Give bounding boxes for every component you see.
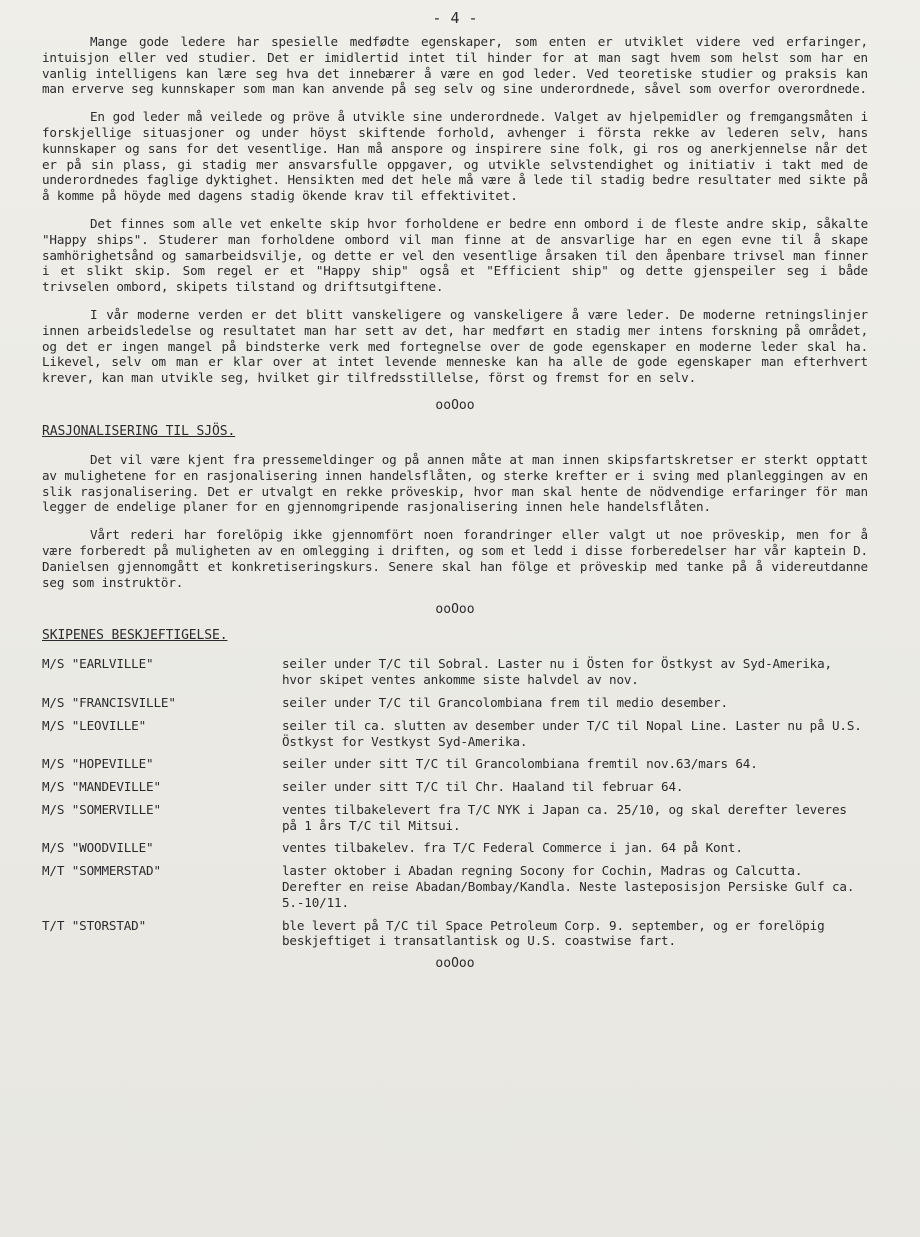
paragraph-leadership-1: Mange gode ledere har spesielle medfødte egenskaper, som enten er utviklet videre ved erfaringer, intuisjon eller ved studier. Det er imidlertid intet til hinder for at man sagt hvem som helst som har en vanlig intelligens kan lære seg hva det innebærer å være en god leder. Ved teoretiske studier og praksis kan man erverve seg kunnskaper som man kan anvende på seg selv og sine underordnede, såvel som overfor overordnede. bbox=[42, 34, 868, 97]
ship-name: T/T "STORSTAD" bbox=[42, 917, 147, 933]
ship-entry bbox=[42, 756, 868, 772]
ship-entry bbox=[42, 779, 868, 795]
ship-status: seiler under sitt T/C til Chr. Haaland til februar 64. bbox=[282, 779, 684, 795]
ship-name: M/S "HOPEVILLE" bbox=[42, 756, 154, 772]
section-separator: ooOoo bbox=[435, 602, 475, 618]
ship-entry bbox=[42, 918, 868, 950]
page-number: - 4 - bbox=[432, 9, 478, 27]
ship-entry bbox=[42, 695, 868, 711]
ship-status: seiler under sitt T/C til Grancolombiana fremtil nov.63/mars 64. bbox=[282, 756, 758, 772]
paragraph-leadership-3: Det finnes som alle vet enkelte skip hvor forholdene er bedre enn ombord i de fleste andre skip, såkalte "Happy ships". Studerer man forholdene ombord vil man finne at de ansvarlige har en egen evne til å skape samhörighetsånd og samarbeidsvilje, og dette er vel den vesentlige årsaken til den åpenbare trivsel man finner i et slikt skip. Som regel er et "Happy ship" også et "Efficient ship" og dette gjenspeiler seg i både trivselen ombord, skipets tilstand og driftsutgiftene. bbox=[42, 215, 868, 295]
ship-status: ventes tilbakelevert fra T/C NYK i Japan ca. 25/10, og skal derefter leveres på 1 års T/C til Mitsui. bbox=[282, 801, 847, 833]
ship-entry bbox=[42, 863, 868, 910]
paragraph-leadership-4: I vår moderne verden er det blitt vanskeligere og vanskeligere å være leder. De moderne retningslinjer innen arbeidsledelse og resultatet man har sett av det, har medført en stadig mer intens forskning på området, og det er ingen mangel på bindsterke verk med fortegnelse over de gode egenskaper en moderne leder skal ha. Likevel, selv om man er klar over at intet levende menneske kan ha alle de gode egenskaper man efterhvert krever, kan man utvikle seg, hvilket gir tilfredsstillelse, först og fremst for en selv. bbox=[42, 306, 868, 386]
ship-status: laster oktober i Abadan regning Socony for Cochin, Madras og Calcutta. Derefter en reise Abadan/Bombay/Kandla. Neste lasteposisjon Persiske Gulf ca. 5.-10/11. bbox=[282, 863, 855, 910]
ship-entry bbox=[42, 840, 868, 856]
ship-name: M/T "SOMMERSTAD" bbox=[42, 863, 161, 879]
section-heading-rasjonalisering: RASJONALISERING TIL SJÖS. bbox=[42, 423, 236, 439]
ship-name: M/S "FRANCISVILLE" bbox=[42, 694, 176, 710]
ship-name: M/S "SOMERVILLE" bbox=[42, 801, 161, 817]
ship-name: M/S "LEOVILLE" bbox=[42, 717, 147, 733]
ship-entry bbox=[42, 718, 868, 750]
paragraph-rasjonalisering-2: Vårt rederi har forelöpig ikke gjennomfört noen forandringer eller valgt ut noe pröveskip, men for å være forberedt på muligheten av en omlegging i driften, og som et ledd i disse forberedelser har vår kaptein D. Danielsen gjennomgått et konkretiseringskurs. Senere skal han fölge et pröveskip med tanke på å videreutdanne seg som instruktör. bbox=[42, 527, 868, 590]
section-separator: ooOoo bbox=[435, 397, 475, 413]
ship-name: M/S "MANDEVILLE" bbox=[42, 779, 161, 795]
ship-entry bbox=[42, 802, 868, 834]
ship-status: ventes tilbakelev. fra T/C Federal Commerce i jan. 64 på Kont. bbox=[282, 840, 743, 856]
ship-status: seiler til ca. slutten av desember under T/C til Nopal Line. Laster nu på U.S. Östkyst for Vestkyst Syd-Amerika. bbox=[282, 717, 862, 749]
ship-status: seiler under T/C til Grancolombiana frem til medio desember. bbox=[282, 694, 728, 710]
ship-entry bbox=[42, 656, 868, 688]
ship-name: M/S "WOODVILLE" bbox=[42, 840, 154, 856]
section-heading-beskjeftigelse: SKIPENES BESKJEFTIGELSE. bbox=[42, 628, 228, 644]
ship-status: seiler under T/C til Sobral. Laster nu i Östen for Östkyst av Syd-Amerika, hvor skipet ventes ankomme siste halvdel av nov. bbox=[282, 656, 832, 688]
paragraph-leadership-2: En god leder må veilede og pröve å utvikle sine underordnede. Valget av hjelpemidler og fremgangsmåten i forskjellige situasjoner og under höyst skiftende forhold, avhenger i första rekke av lederen selv, hans kunnskaper og sans for det vesentlige. Han må anspore og inspirere sine folk, gi ros og anerkjennelse når det er på sin plass, gi stadig mer ansvarsfulle oppgaver, og utvikle selvstendighet og initiativ i takt med de underordnedes faglige dyktighet. Hensikten med det hele må være å lede til stadig bedre resultater med sikte på å komme på höyde med dagens stadig ökende krav til effektivitet. bbox=[42, 109, 868, 204]
ship-list bbox=[42, 656, 868, 949]
ship-status: ble levert på T/C til Space Petroleum Corp. 9. september, og er forelöpig beskjeftiget i transatlantisk og U.S. coastwise fart. bbox=[282, 917, 825, 949]
ship-name: M/S "EARLVILLE" bbox=[42, 656, 154, 672]
section-separator: ooOoo bbox=[435, 956, 475, 972]
paragraph-rasjonalisering-1: Det vil være kjent fra pressemeldinger og på annen måte at man innen skipsfartskretser er sterkt opptatt av mulighetene for en rasjonalisering innen handelsflåten, og sterke krefter er i sving med planleggingen av en slik rasjonalisering. Det er utvalgt en rekke pröveskip, hvor man skal hente de nödvendige erfaringer för man legger de endelige planer for en gjennomgripende rasjonalisering innen hele handelsflåten. bbox=[42, 451, 868, 515]
